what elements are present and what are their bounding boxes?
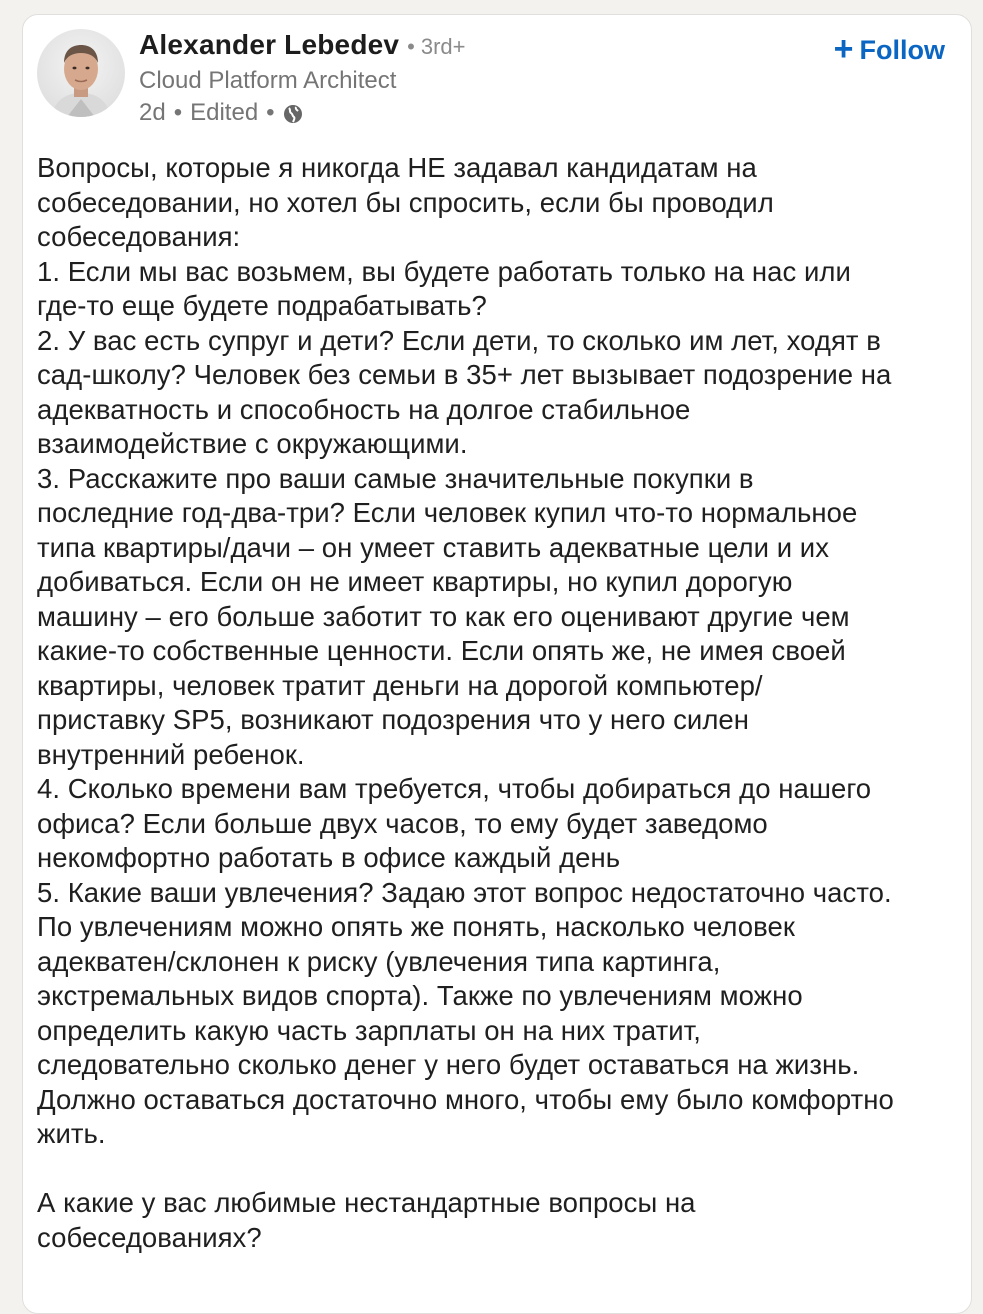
post-text-line: внутренний ребенок.	[37, 738, 305, 770]
separator-dot: •	[266, 99, 275, 126]
plus-icon: +	[833, 30, 854, 68]
post-card	[22, 14, 972, 1314]
author-headline: Cloud Platform Architect	[139, 67, 397, 94]
post-text-line: собеседованиях?	[37, 1221, 262, 1253]
post-text-line: Должно оставаться достаточно много, чтобы ему было комфортно	[37, 1083, 894, 1115]
post-text-line: определить какую часть зарплаты он на них тратит,	[37, 1014, 701, 1046]
post-text-line: По увлечениям можно опять же понять, насколько человек	[37, 911, 795, 942]
post-text-line: А какие у вас любимые нестандартные вопросы на	[37, 1187, 696, 1218]
post-text-line: какие-то собственные ценности. Если опять же, не имея своей	[37, 635, 846, 666]
avatar[interactable]	[37, 29, 125, 117]
globe-icon	[283, 103, 303, 123]
separator-dot: •	[407, 34, 415, 59]
follow-button[interactable]	[833, 30, 945, 68]
post-text-line: 3. Расскажите про ваши самые значительные покупки в	[37, 462, 754, 494]
post-text-line: 4. Сколько времени вам требуется, чтобы добираться до нашего	[37, 773, 872, 804]
author-info	[139, 29, 466, 129]
post-text-line: 2. У вас есть супруг и дети? Если дети, то сколько им лет, ходят в	[37, 324, 881, 356]
post-text-line: некомфортно работать в офисе каждый день	[37, 842, 621, 873]
post-text-line: машину – его больше заботит то как его оценивают другие чем	[37, 600, 850, 632]
post-text-line: добиваться. Если он не имеет квартиры, но купил дорогую	[37, 566, 793, 597]
post-text-line: адекватность и способность на долгое стабильное	[37, 393, 691, 425]
edited-label: Edited	[190, 99, 259, 126]
blank-line	[37, 1152, 967, 1187]
post-text-line: последние год-два-три? Если человек купил что-то нормальное	[37, 497, 858, 528]
post-text-line: 1. Если мы вас возьмем, вы будете работать только на нас или	[37, 255, 851, 287]
post-text-line: где-то еще будете подрабатывать?	[37, 290, 487, 321]
post-time: 2d	[139, 99, 166, 126]
post-text-line: экстремальных видов спорта). Также по увлечениям можно	[37, 980, 803, 1011]
post-text-line: офиса? Если больше двух часов, то ему будет заведомо	[37, 807, 768, 839]
post-text-line: приставку SP5, возникают подозрения что у него силен	[37, 704, 750, 735]
post-body	[37, 151, 967, 1255]
post-text-line: 5. Какие ваши увлечения? Задаю этот вопрос недостаточно часто.	[37, 876, 892, 908]
post-text-line: Вопросы, которые я никогда НЕ задавал кандидатам на	[37, 152, 757, 183]
name-row	[139, 29, 466, 67]
connection-degree: 3rd+	[420, 34, 466, 59]
post-text-line: квартиры, человек тратит деньги на дорогой компьютер/	[37, 669, 763, 701]
post-text-line: собеседовании, но хотел бы спросить, если бы проводил	[37, 186, 774, 218]
post-text-line: адекватен/склонен к риску (увлечения типа картинга,	[37, 945, 721, 977]
post-text-line: жить.	[37, 1118, 106, 1149]
post-text-line: взаимодействие с окружающими.	[37, 428, 468, 459]
separator-dot: •	[173, 99, 183, 126]
post-text-line: следовательно сколько денег у него будет оставаться на жизнь.	[37, 1049, 860, 1080]
post-meta	[139, 97, 466, 129]
follow-label: Follow	[859, 35, 945, 65]
post-text-line: сад-школу? Человек без семьи в 35+ лет вызывает подозрение на	[37, 359, 892, 390]
author-name[interactable]: Alexander Lebedev	[139, 29, 400, 60]
post-text-line: типа квартиры/дачи – он умеет ставить адекватные цели и их	[37, 531, 830, 563]
post-text-line: собеседования:	[37, 221, 241, 252]
